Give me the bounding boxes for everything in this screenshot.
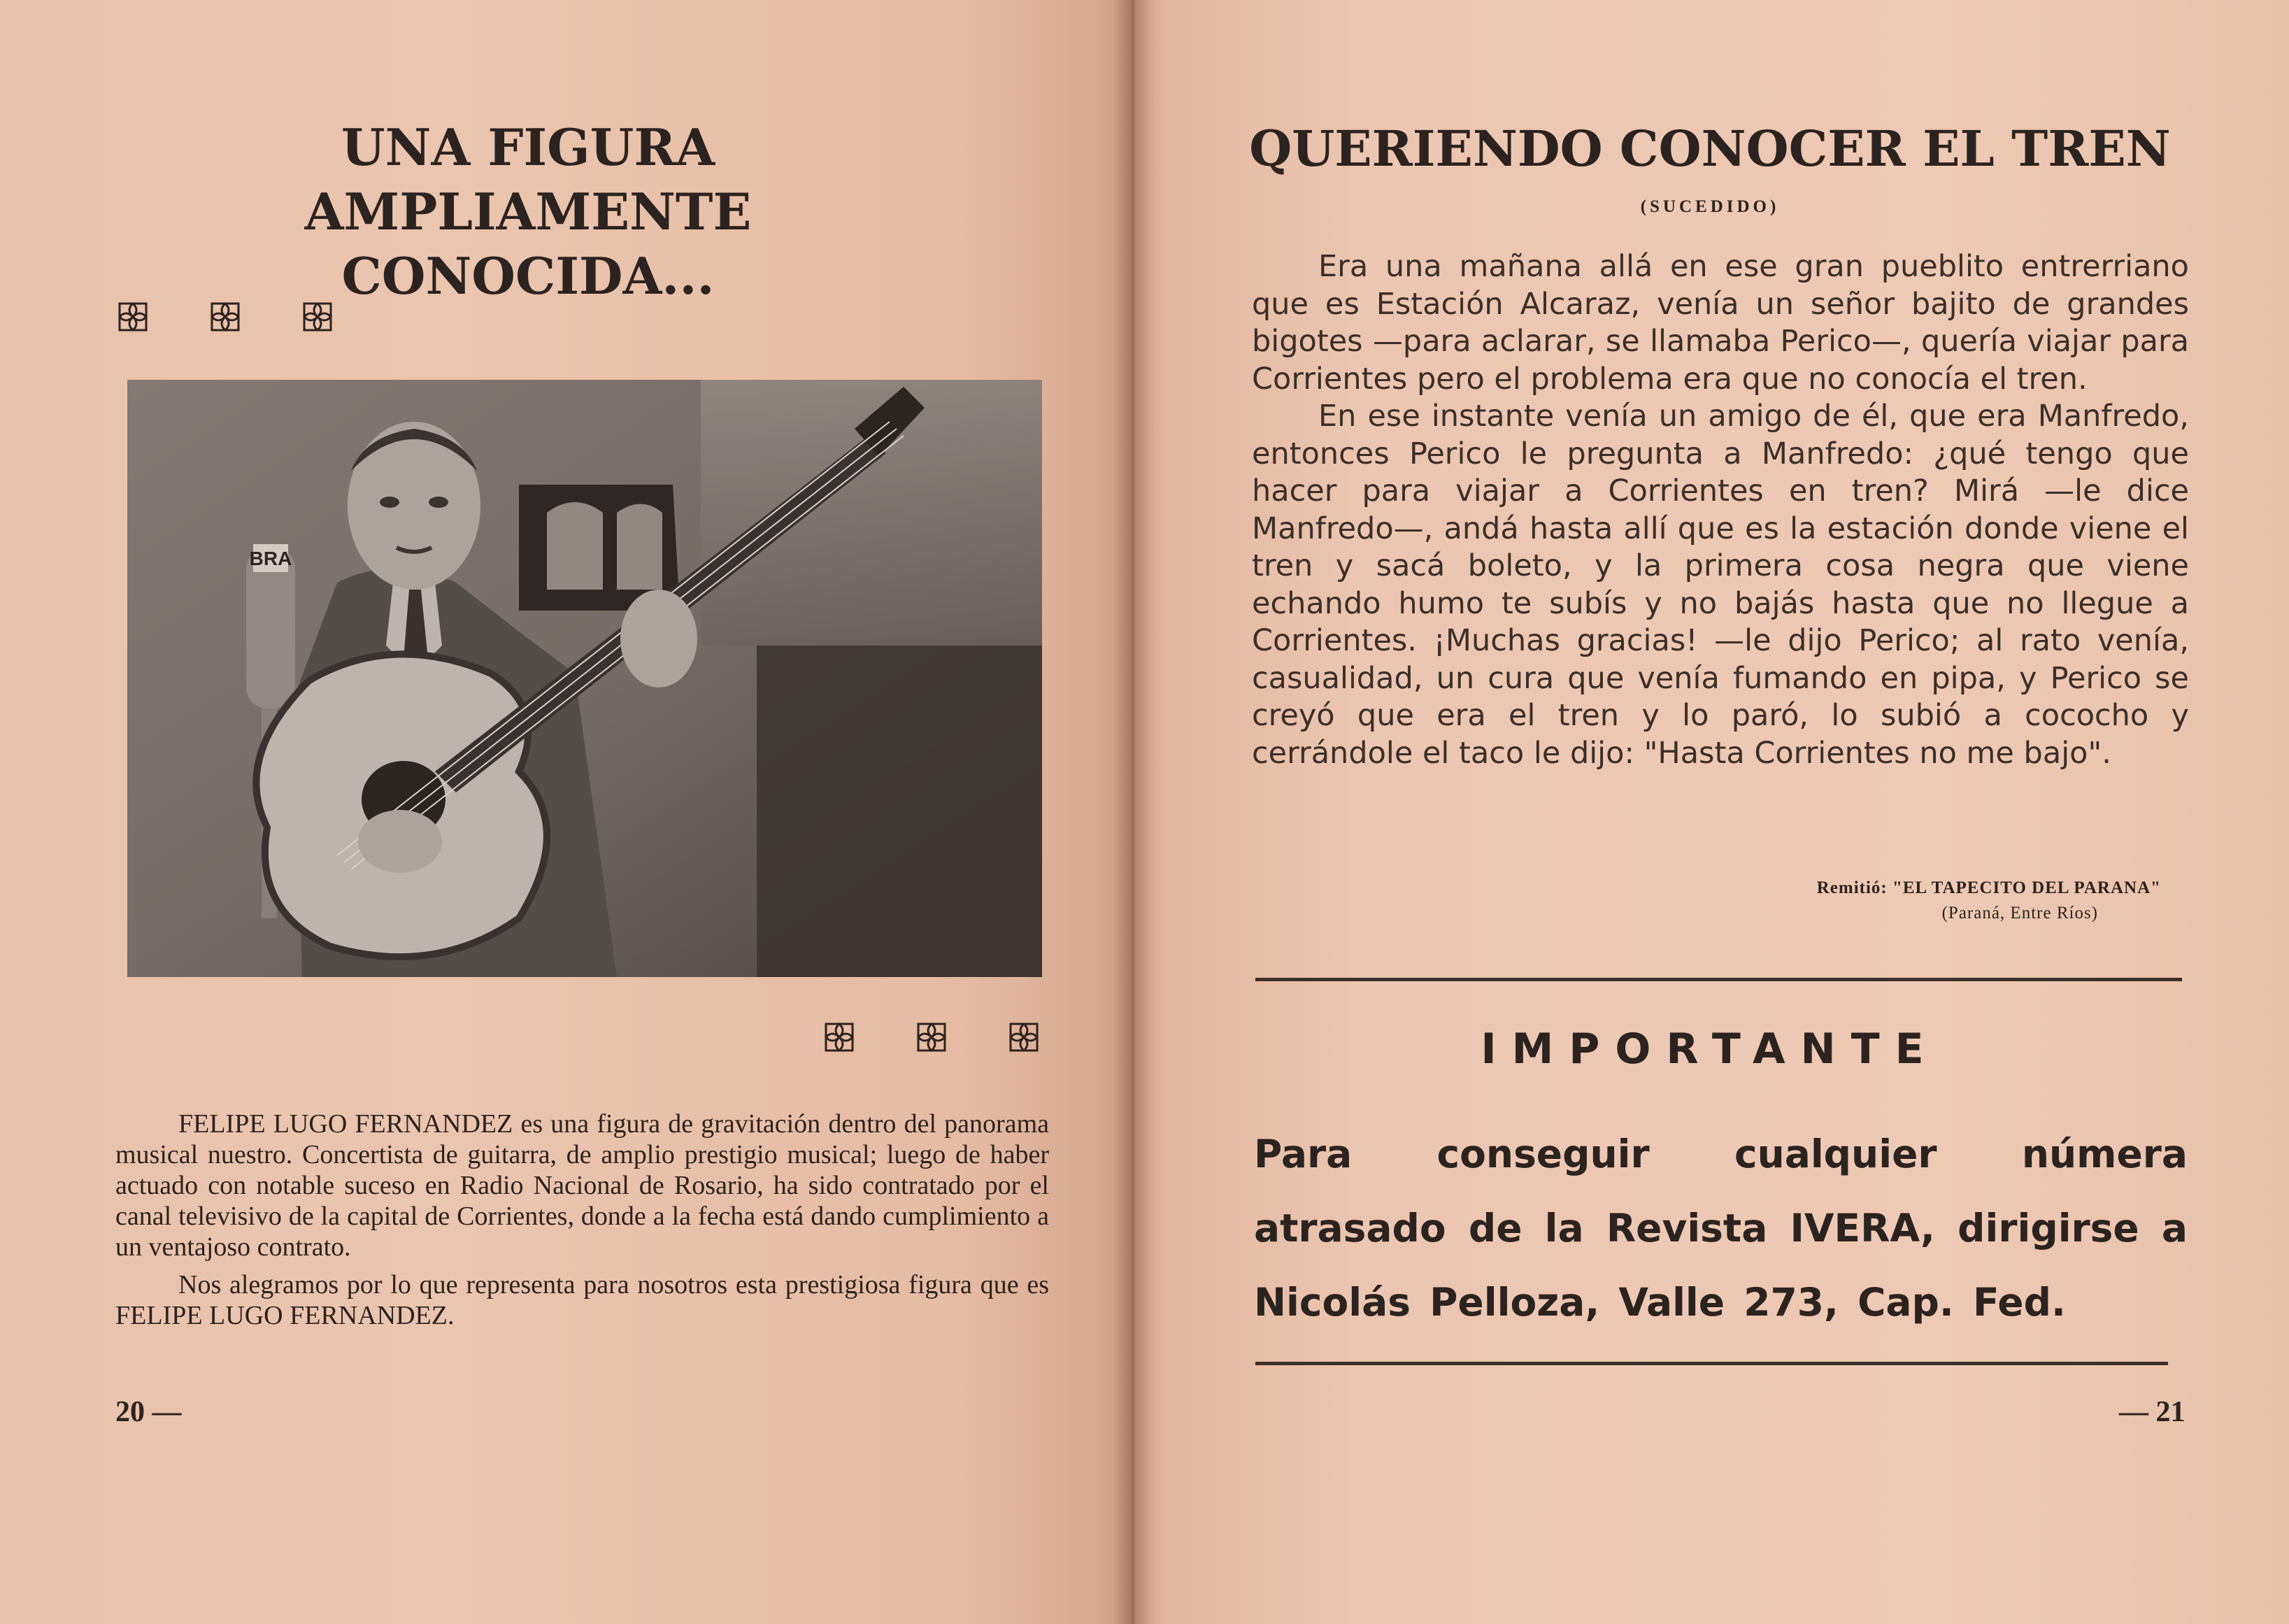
story-paragraph-1: Era una mañana allá en ese gran pueblito entrerriano que es Estación Alcaraz, venía un señor bajito de grandes bigotes —para aclarar, se llamaba Perico—, quería viajar para Corrientes pero el problema era que no conocía el tren. xyxy=(1252,249,2189,397)
story-paragraph-2: En ese instante venía un amigo de él, que era Manfredo, entonces Perico le pregunta a Manfredo: ¿qué tengo que hacer para viajar a Corrientes en tren? Mirá —le dice Manfredo—, andá hasta allí que es la estación donde viene el tren y sacá boleto, y la primera cosa negra que viene echando humo te subís y no bajás hasta que no llegue a Corrientes. ¡Muchas gracias! —le dijo Perico; al rato venía, casualidad, un cura que venía fumando en pipa, y Perico se creyó que era el tren y lo paró, lo subió a cococho y cerrándole el taco le dijo: "Hasta Corrientes no me bajo". xyxy=(1252,399,2189,771)
flower-ornament-icon xyxy=(208,299,243,334)
ornament-row-top xyxy=(115,299,335,334)
ornament-row-bottom xyxy=(822,1020,1041,1055)
left-page-title xyxy=(112,115,944,308)
story-text xyxy=(1252,248,2189,772)
bio-paragraph-2: Nos alegramos por lo que representa para nosotros esta prestigiosa figura que es FELIPE LUGO FERNANDEZ. xyxy=(115,1270,1049,1330)
flower-ornament-icon xyxy=(300,299,335,334)
bio-paragraph-1: FELIPE LUGO FERNANDEZ es una figura de gravitación dentro del panorama musical nuestro. Concertista de guitarra, de amplio prestigio musical; luego de haber actuado con notable suceso en Radio Nacional de Rosario, ha sido contratado por el canal televisivo de la capital de Corrientes, donde a la fecha está dando cumplimiento a un ventajoso contrato. xyxy=(115,1109,1049,1262)
important-heading: IMPORTANTE xyxy=(1481,1025,1939,1074)
flower-ornament-icon xyxy=(914,1020,949,1055)
left-page xyxy=(0,0,1133,1624)
title-line-2: CONOCIDA... xyxy=(341,246,715,306)
flower-ornament-icon xyxy=(1006,1020,1041,1055)
divider-rule xyxy=(1255,978,2182,981)
flower-ornament-icon xyxy=(115,299,150,334)
story-credit xyxy=(1567,876,2161,926)
page-number-right: — 21 xyxy=(2119,1396,2185,1428)
flower-ornament-icon xyxy=(822,1020,857,1055)
important-notice: Para conseguir cualquier númera atrasado de la Revista IVERA, dirigirse a Nicolás Pelloza, Valle 273, Cap. Fed. xyxy=(1254,1132,2188,1325)
guitarist-photo xyxy=(127,380,1042,977)
bio-text xyxy=(115,1109,1049,1331)
right-page xyxy=(1133,0,2289,1624)
spine-shadow xyxy=(1112,0,1154,1624)
credit-place: (Paraná, Entre Ríos) xyxy=(1941,904,2098,923)
credit-line: Remitió: "EL TAPECITO DEL PARANA" xyxy=(1816,878,2161,897)
page-number-left: 20 — xyxy=(115,1396,182,1428)
right-page-subtitle: (SUCEDIDO) xyxy=(1640,197,1780,216)
title-line-1: UNA FIGURA AMPLIAMENTE xyxy=(304,117,752,241)
divider-rule xyxy=(1255,1362,2168,1365)
mic-label: BRA xyxy=(249,548,292,569)
right-page-title: QUERIENDO CONOCER EL TREN xyxy=(1249,120,2171,178)
